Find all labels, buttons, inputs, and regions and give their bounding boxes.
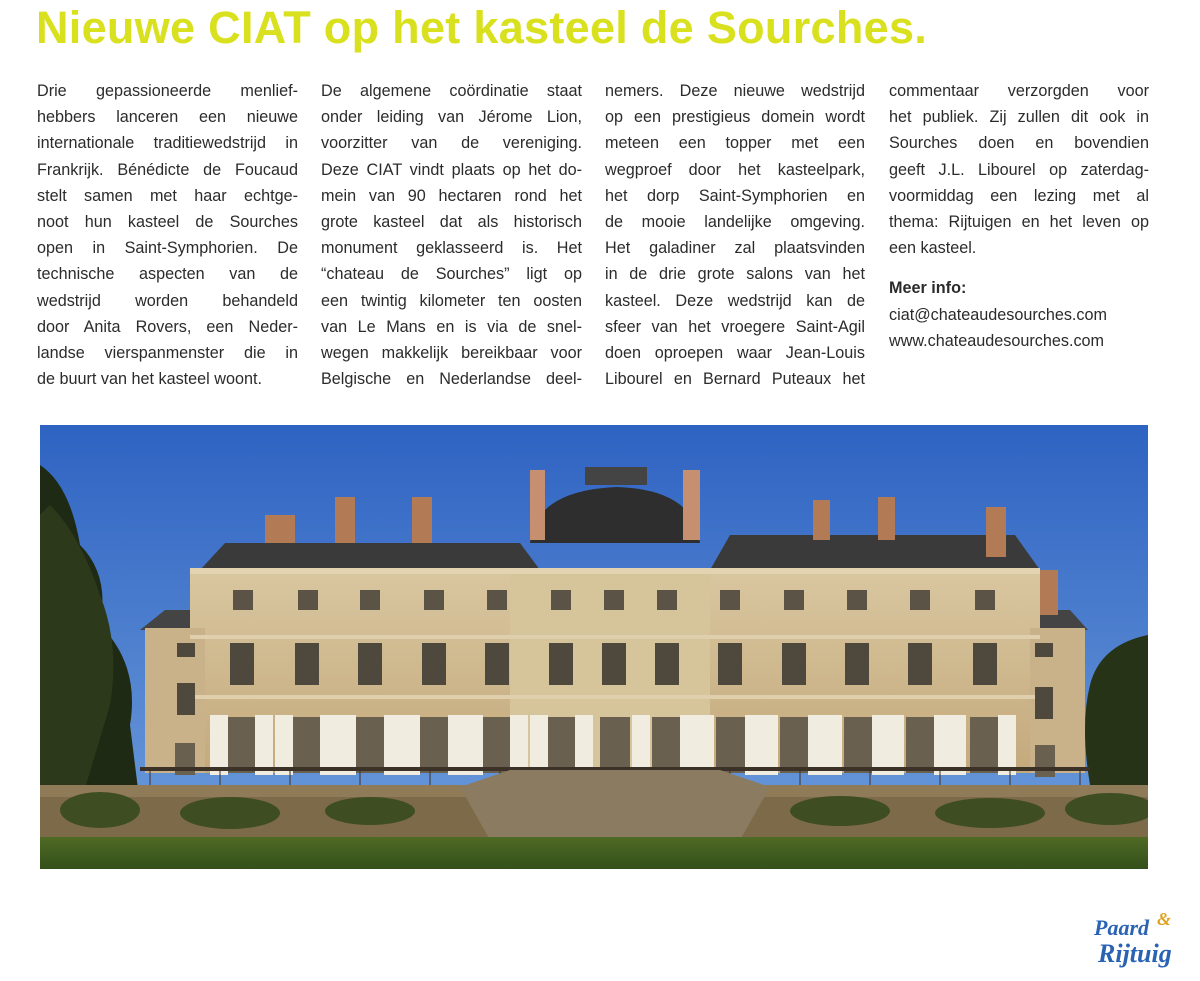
text-line: op een prestigieus domein wordt — [605, 108, 865, 127]
text-line: door Anita Rovers, een Neder- — [37, 317, 298, 336]
text-line: stelt samen met haar echtge- — [37, 186, 298, 205]
text-line: het publiek. Zij zullen dit ook in — [889, 108, 1149, 127]
text-line: hebbers lanceren een nieuwe — [37, 108, 298, 127]
chateau-photo — [40, 425, 1148, 869]
article-column-3 — [605, 78, 865, 392]
headline: Nieuwe CIAT op het kasteel de Sourches. — [36, 2, 928, 53]
text-line: mein van 90 hectaren rond het — [321, 186, 582, 205]
text-line: “chateau de Sourches” ligt op — [321, 265, 582, 284]
text-line: wedstrijd worden behandeld — [37, 291, 298, 310]
text-line: wegproef door het kasteelpark, — [605, 160, 865, 179]
text-line: Sourches doen en bovendien — [889, 134, 1149, 153]
text-line: Frankrijk. Bénédicte de Foucaud — [37, 160, 298, 179]
text-line: Drie gepassioneerde menlief- — [37, 82, 298, 100]
text-line: Belgische en Nederlandse deel- — [321, 370, 582, 389]
text-line: monument geklasseerd is. Het — [321, 239, 582, 258]
text-line: voormiddag een lezing met al — [889, 186, 1149, 205]
text-line: de mooie landelijke omgeving. — [605, 213, 865, 232]
paard-en-rijtuig-logo — [1090, 909, 1190, 975]
text-line: Libourel en Bernard Puteaux het — [605, 370, 865, 389]
text-line: internationale traditiewedstrijd in — [37, 134, 298, 153]
logo-ampersand: & — [1157, 909, 1172, 929]
article-column-2 — [321, 78, 582, 392]
text-line: technische aspecten van de — [37, 265, 298, 284]
text-line: open in Saint-Symphorien. De — [37, 239, 298, 258]
logo-line-1: Paard — [1094, 915, 1149, 940]
text-line: grote kasteel dat als historisch — [321, 213, 582, 232]
text-line: de buurt van het kasteel woont. — [37, 370, 262, 389]
text-line: wegen makkelijk bereikbaar voor — [321, 344, 582, 363]
text-line: voorzitter van de vereniging. — [321, 134, 582, 153]
text-line: meteen een topper met een — [605, 134, 865, 153]
logo-line-2: Rijtuig — [1098, 939, 1172, 968]
text-line: Het galadiner zal plaatsvinden — [605, 239, 865, 258]
text-line: geeft J.L. Libourel op zaterdag- — [889, 160, 1149, 179]
text-line: Deze CIAT vindt plaats op het do- — [321, 160, 582, 179]
article-column-1 — [37, 78, 298, 392]
text-line: in de drie grote salons van het — [605, 265, 865, 284]
email-link[interactable]: ciat@chateaudesourches.com — [889, 305, 1107, 324]
text-line: noot hun kasteel de Sourches — [37, 213, 298, 232]
text-line: De algemene coördinatie staat — [321, 82, 582, 100]
text-line: het dorp Saint-Symphorien en — [605, 186, 865, 205]
meer-info-title: Meer info: — [889, 279, 967, 298]
website-link[interactable]: www.chateaudesourches.com — [889, 331, 1105, 350]
text-line: nemers. Deze nieuwe wedstrijd — [605, 82, 865, 100]
text-line: kasteel. Deze wedstrijd kan de — [605, 291, 865, 310]
text-line: een twintig kilometer ten oosten — [321, 291, 582, 310]
text-line: sfeer van het vroegere Saint-Agil — [605, 317, 865, 336]
text-line: van Le Mans en is via de snel- — [321, 317, 582, 336]
text-line: landse vierspanmenster die in — [37, 344, 298, 363]
text-line: doen oproepen waar Jean-Louis — [605, 344, 865, 363]
text-line: een kasteel. — [889, 239, 977, 258]
text-line: onder leiding van Jérome Lion, — [321, 108, 582, 127]
article-column-4 — [889, 78, 1149, 354]
text-line: commentaar verzorgden voor — [889, 82, 1149, 100]
text-line: thema: Rijtuigen en het leven op — [889, 213, 1149, 232]
